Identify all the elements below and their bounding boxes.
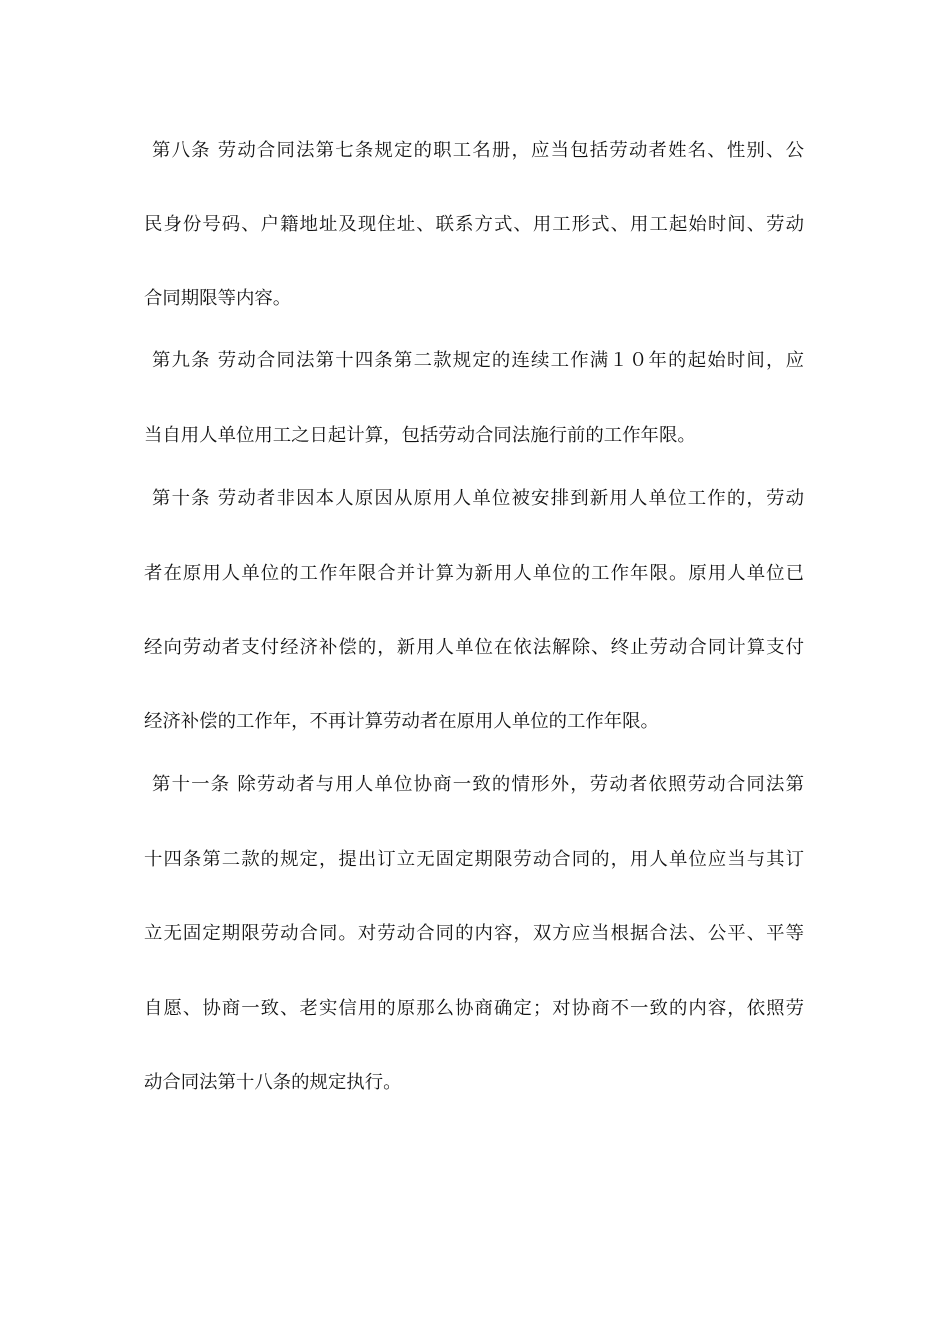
article-8-line-1: 第八条 劳动合同法第七条规定的职工名册，应当包括劳动者姓名、性别、公	[152, 140, 804, 161]
article-11-line-4: 自愿、协商一致、老实信用的原那么协商确定；对协商不一致的内容，依照劳	[144, 998, 804, 1019]
article-11-line-1: 第十一条 除劳动者与用人单位协商一致的情形外，劳动者依照劳动合同法第	[152, 774, 804, 795]
article-10-line-4: 经济补偿的工作年，不再计算劳动者在原用人单位的工作年限。	[144, 711, 659, 732]
article-11-line-2: 十四条第二款的规定，提出订立无固定期限劳动合同的，用人单位应当与其订	[144, 849, 804, 870]
article-8-line-2: 民身份号码、户籍地址及现住址、联系方式、用工形式、用工起始时间、劳动	[144, 214, 804, 235]
article-9-line-2: 当自用人单位用工之日起计算，包括劳动合同法施行前的工作年限。	[144, 425, 696, 446]
article-9-line-1: 第九条 劳动合同法第十四条第二款规定的连续工作满１０年的起始时间，应	[152, 350, 804, 371]
article-8-line-3: 合同期限等内容。	[144, 288, 292, 309]
article-11-line-5: 动合同法第十八条的规定执行。	[144, 1072, 402, 1093]
article-10-line-1: 第十条 劳动者非因本人原因从原用人单位被安排到新用人单位工作的，劳动	[152, 488, 804, 509]
article-10-line-2: 者在原用人单位的工作年限合并计算为新用人单位的工作年限。原用人单位已	[144, 563, 804, 584]
article-11-line-3: 立无固定期限劳动合同。对劳动合同的内容，双方应当根据合法、公平、平等	[144, 923, 804, 944]
article-10-line-3: 经向劳动者支付经济补偿的，新用人单位在依法解除、终止劳动合同计算支付	[144, 637, 804, 658]
